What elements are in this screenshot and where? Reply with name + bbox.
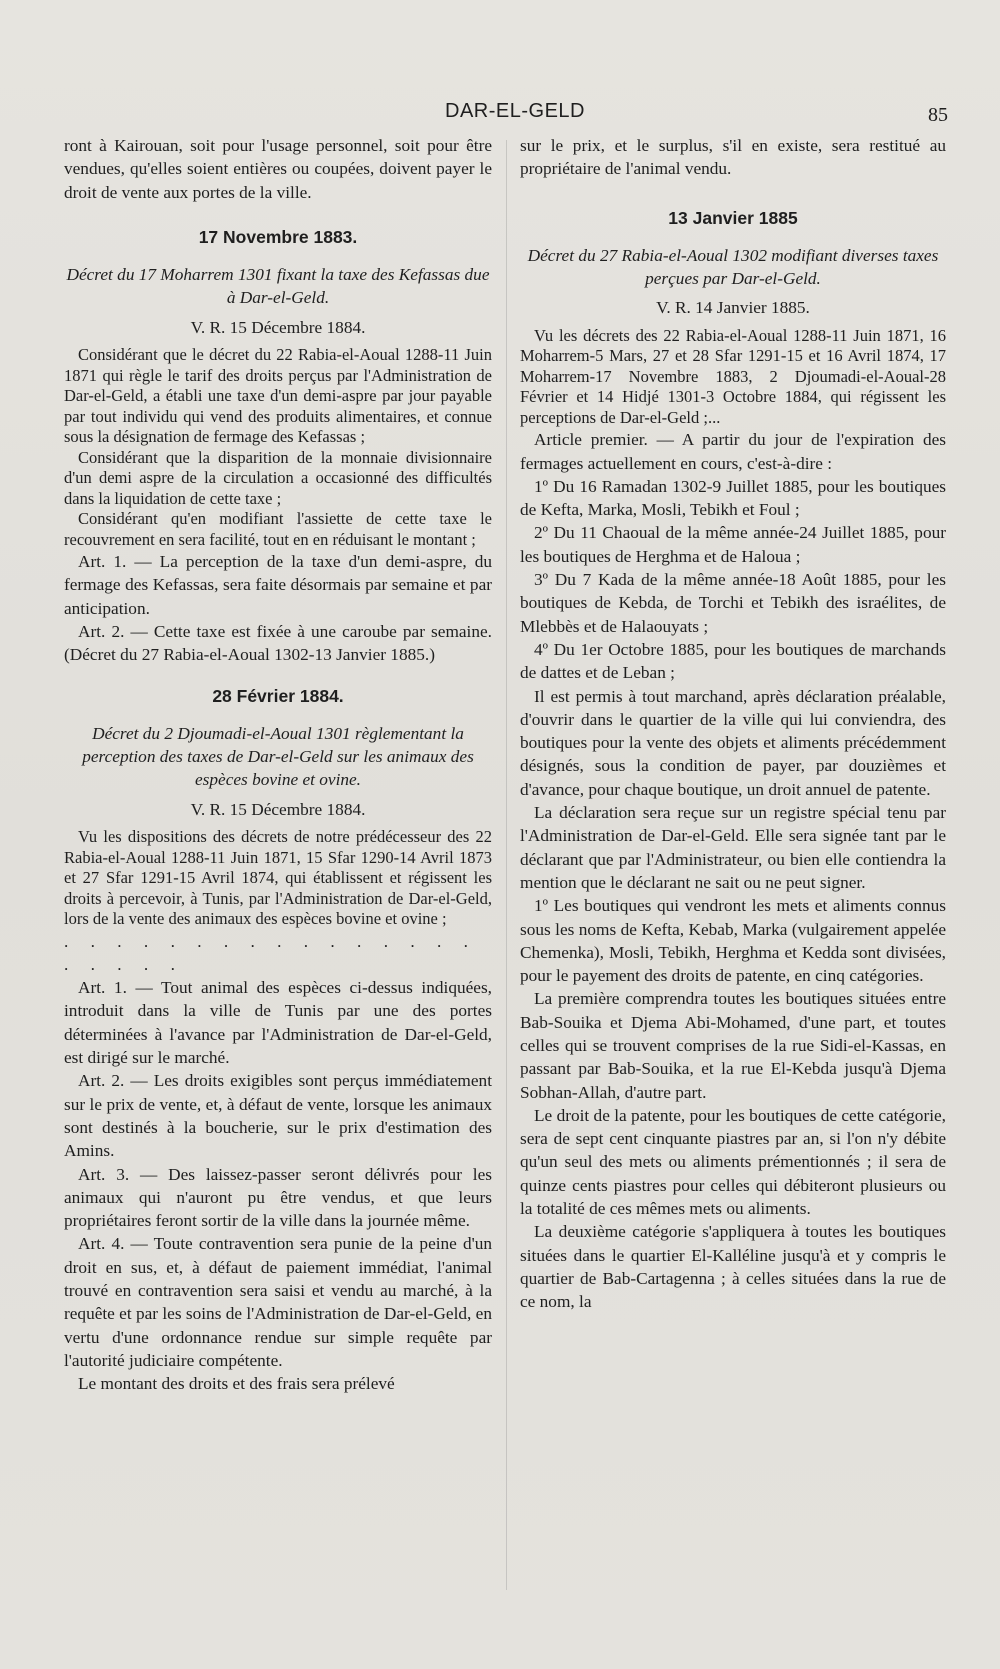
- left-column: [64, 134, 492, 1395]
- elision-dots: . . . . . . . . . . . . . . . . . . . . .: [64, 931, 477, 974]
- right-intro-paragraph: sur le prix, et le surplus, s'il en existe, sera restitué au propriétaire de l'animal vendu.: [520, 136, 946, 179]
- reference-line: V. R. 15 Décembre 1884.: [190, 317, 366, 337]
- list-item: 3º Du 7 Kada de la même année-18 Août 1885, pour les boutiques de Kebda, de Torchi et Tebikh des israélites, de Mlebbès et de Halaouyats ;: [520, 570, 946, 636]
- article-paragraph: Art. 2. — Les droits exigibles sont perçus immédiatement sur le prix de vente, et, à défaut de vente, lorsque les animaux sont destinés à la boucherie, sur le prix d'estimation des Amins.: [64, 1071, 492, 1161]
- paragraph: Considérant que la disparition de la monnaie divisionnaire d'un demi aspre de la circulation a occasionné des difficultés dans la liquidation de cette taxe ;: [64, 447, 492, 508]
- article-paragraph: Art. 1. — La perception de la taxe d'un demi-aspre, du fermage des Kefassas, sera faite désormais par semaine et par anticipation.: [64, 552, 492, 618]
- paragraph: La déclaration sera reçue sur un registre spécial tenu par l'Administration de Dar-el-Geld. Elle sera signée tant par le déclarant que par l'Administrateur, ou bien elle contiendra la mention que le déclarant ne sait ou ne peut signer.: [520, 803, 946, 892]
- section-body: [520, 326, 946, 429]
- article-paragraph: Art. 1. — Tout animal des espèces ci-dessus indiquées, introduit dans la ville de Tunis par une des portes déterminées à l'avance par l'Administration de Dar-el-Geld, est dirigé sur le marché.: [64, 978, 492, 1068]
- running-head: DAR-EL-GELD: [445, 100, 585, 122]
- article-paragraph: Art. 4. — Toute contravention sera punie de la peine d'un droit en sus, et, à défaut de paiement immédiat, l'animal trouvé en contravention sera saisi et vendu au marché, à la requête et par les soins de l'Administration de Dar-el-Geld, en vertu d'une ordonnance rendue sur simple requête par l'autorité judiciaire compétente.: [64, 1234, 492, 1370]
- paragraph: Considérant qu'en modifiant l'assiette de cette taxe le recouvrement en sera facilité, tout en en réduisant le montant ;: [64, 509, 492, 549]
- paragraph: Il est permis à tout marchand, après déclaration préalable, d'ouvrir dans le quartier de la ville qui lui conviendra, des boutiques pour la vente des objets et aliments précédemment désignés, sous la condition de payer, par douzièmes et d'avance, pour chaque boutique, un droit annuel de patente.: [520, 686, 946, 799]
- article-paragraph: Article premier. — A partir du jour de l'expiration des fermages actuellement en cours, c'est-à-dire :: [520, 430, 946, 473]
- reference-line: V. R. 14 Janvier 1885.: [656, 298, 810, 318]
- preamble-paragraph: Vu les dispositions des décrets de notre prédécesseur des 22 Rabia-el-Aoual 1288-11 Juin 1871, 15 Sfar 1290-14 Avril 1873 et 27 Sfar 1291-15 Avril 1874, qui établissent et régissent les droits à percevoir, à Tunis, par l'Administration de Dar-el-Geld, lors de la vente des animaux des espèces bovine et ovine ;: [64, 827, 492, 929]
- section-date-heading: 13 Janvier 1885: [668, 207, 798, 228]
- section-date-heading: 17 Novembre 1883.: [198, 226, 358, 247]
- reference-line: V. R. 15 Décembre 1884.: [190, 799, 366, 819]
- section-date-heading: 28 Février 1884.: [212, 685, 344, 706]
- paragraph: La deuxième catégorie s'appliquera à toutes les boutiques situées dans le quartier El-Kalléline jusqu'à et y compris le quartier de Bab-Cartagenna ; à celles situées dans la rue de ce nom, la: [520, 1222, 946, 1312]
- section-body: [64, 345, 492, 550]
- paragraph: La première comprendra toutes les boutiques situées entre Bab-Souika et Djema Abi-Mohamed, d'une part, et toutes celles qui se trouvent comprises de la rue Sidi-el-Kassas, en passant par Bab-Souika, et la rue El-Kebda jusqu'à Djema Sobhan-Allah, d'autre part.: [520, 989, 946, 1102]
- paragraph: Considérant que le décret du 22 Rabia-el-Aoual 1288-11 Juin 1871 qui règle le tarif des droits perçus par l'Administration de Dar-el-Geld, a établi une taxe d'un demi-aspre par jour payable par tout individu qui vend des produits alimentaires, et connue sous la désignation de fermage des Kefassas ;: [64, 345, 492, 447]
- list-item: 2º Du 11 Chaoual de la même année-24 Juillet 1885, pour les boutiques de Herghma et de Haloua ;: [520, 523, 946, 566]
- page-number: 85: [928, 104, 948, 126]
- paragraph: Le montant des droits et des frais sera prélevé: [78, 1374, 395, 1394]
- section-body: [64, 827, 492, 930]
- preamble-paragraph: Vu les décrets des 22 Rabia-el-Aoual 1288-11 Juin 1871, 16 Moharrem-5 Mars, 27 et 28 Sfar 1291-15 et 16 Avril 1874, 17 Moharrem-17 Novembre 1883, 2 Djoumadi-el-Aoual-28 Février et 14 Hidjé 1301-3 Octobre 1884, qui régissent les perceptions de Dar-el-Geld ;...: [520, 325, 946, 427]
- list-item: 1º Du 16 Ramadan 1302-9 Juillet 1885, pour les boutiques de Kefta, Marka, Mosli, Tebikh et Foul ;: [520, 476, 946, 520]
- decree-title: Décret du 17 Moharrem 1301 fixant la taxe des Kefassas due à Dar-el-Geld.: [66, 265, 490, 308]
- decree-title: Décret du 2 Djoumadi-el-Aoual 1301 règlementant la perception des taxes de Dar-el-Geld sur les animaux des espèces bovine et ovine.: [82, 723, 474, 790]
- article-paragraph: Art. 2. — Cette taxe est fixée à une caroube par semaine. (Décret du 27 Rabia-el-Aoual 1302-13 Janvier 1885.): [64, 621, 492, 665]
- paragraph: Le droit de la patente, pour les boutiques de cette catégorie, sera de sept cent cinquante piastres par an, si l'on n'y débite qu'un seul des mets ou aliments prémentionnés ; il sera de quinze cents piastres pour celles qui débiteront plusieurs ou la totalité de ces mêmes mets ou aliments.: [520, 1105, 946, 1219]
- right-column: [520, 134, 946, 1314]
- paragraph: 1º Les boutiques qui vendront les mets et aliments connus sous les noms de Kefta, Kebab, Marka (vulgairement appelée Chemenka), Mosli, Tebikh, Herghma et Kedda sont divisées, pour le payement des droits de patente, en cinq catégories.: [520, 896, 946, 986]
- column-divider: [506, 140, 507, 1590]
- list-item: 4º Du 1er Octobre 1885, pour les boutiques de marchands de dattes et de Leban ;: [520, 639, 946, 683]
- left-intro-paragraph: ront à Kairouan, soit pour l'usage personnel, soit pour être vendues, qu'elles soient entières ou coupées, doivent payer le droit de vente aux portes de la ville.: [64, 136, 492, 202]
- decree-title: Décret du 27 Rabia-el-Aoual 1302 modifiant diverses taxes perçues par Dar-el-Geld.: [527, 245, 939, 289]
- article-paragraph: Art. 3. — Des laissez-passer seront délivrés pour les animaux qui n'auront pu être vendus, et que leurs propriétaires feront sortir de la ville dans la journée même.: [64, 1164, 492, 1231]
